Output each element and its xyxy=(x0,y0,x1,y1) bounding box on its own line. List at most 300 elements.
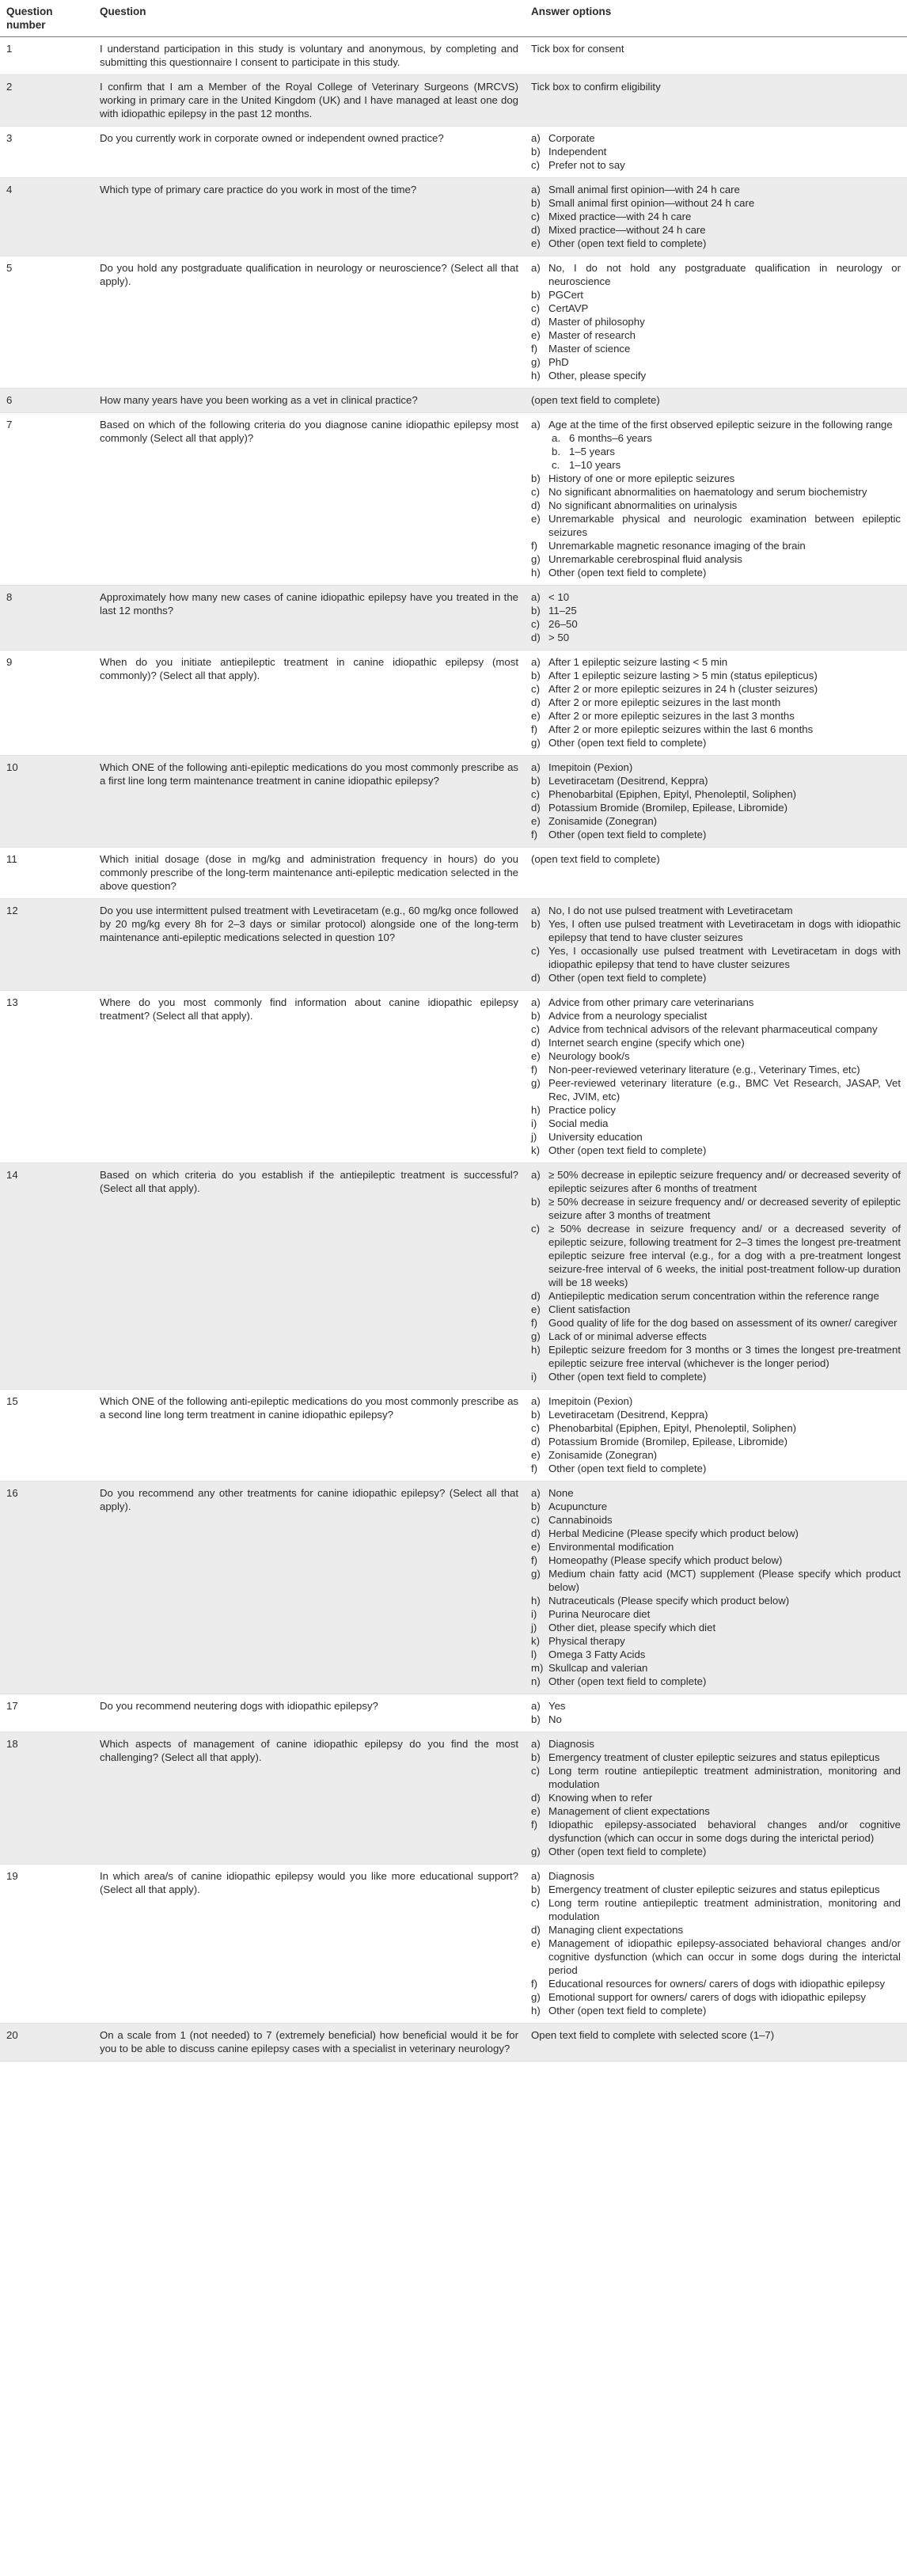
option-label: i) xyxy=(531,1608,537,1620)
answer-option xyxy=(531,1462,901,1475)
answer-options xyxy=(525,1732,907,1865)
option-text: Other, please specify xyxy=(548,370,647,381)
option-text: Omega 3 Fatty Acids xyxy=(548,1648,646,1660)
option-label: g) xyxy=(531,1991,541,2003)
answer-option xyxy=(531,1448,901,1462)
option-label: b) xyxy=(531,775,541,787)
answer-options: (open text field to complete) xyxy=(525,848,907,899)
answer-option xyxy=(531,566,901,579)
table-row xyxy=(0,2024,907,2062)
question-number: 14 xyxy=(0,1163,93,1390)
option-text: After 2 or more epileptic seizures in the last 3 months xyxy=(548,710,795,722)
question-text: Do you hold any postgraduate qualification in neurology or neuroscience? (Select all that apply). xyxy=(93,256,525,389)
option-label: d) xyxy=(531,1792,541,1804)
answer-option xyxy=(531,828,901,841)
option-label: i) xyxy=(531,1117,537,1129)
answer-option xyxy=(531,210,901,223)
table-row xyxy=(0,586,907,651)
option-label: a) xyxy=(531,656,541,668)
question-number: 17 xyxy=(0,1694,93,1732)
answer-option xyxy=(531,1527,901,1540)
option-label: e) xyxy=(531,710,541,722)
answer-option xyxy=(531,196,901,210)
option-label: f) xyxy=(531,1064,538,1076)
option-text: Idiopathic epilepsy-associated behavioral changes and/or cognitive dysfunction (which can occur in some dogs during the interictal period) xyxy=(548,1819,901,1844)
question-text: On a scale from 1 (not needed) to 7 (extremely beneficial) how beneficial would it be for you to be able to discuss canine epilepsy cases with a specialist in veterinary neurology? xyxy=(93,2024,525,2062)
option-label: g) xyxy=(531,1077,541,1089)
answer-option xyxy=(531,1607,901,1621)
option-text: Mixed practice—with 24 h care xyxy=(548,211,692,222)
option-text: Management of idiopathic epilepsy-associated behavioral changes and/or cognitive dysfunction (which can occur in some dogs during the interictal period xyxy=(548,1937,901,1976)
option-text: Emergency treatment of cluster epileptic seizures and status epilepticus xyxy=(548,1751,880,1763)
answer-option xyxy=(531,131,901,145)
option-label: d) xyxy=(531,972,541,984)
answer-option xyxy=(531,682,901,696)
table-row xyxy=(0,37,907,75)
option-label: a) xyxy=(531,761,541,773)
answer-option xyxy=(531,723,901,736)
option-text: Levetiracetam (Desitrend, Keppra) xyxy=(548,775,708,787)
option-label: d) xyxy=(531,1290,541,1302)
option-text: Yes, I often use pulsed treatment with Levetiracetam in dogs with idiopathic epilepsy that tend to have cluster seizures xyxy=(548,918,901,943)
answer-option xyxy=(531,328,901,342)
answer-option xyxy=(531,1289,901,1303)
answer-options xyxy=(525,991,907,1163)
option-text: No significant abnormalities on urinalysis xyxy=(548,499,738,511)
sub-option-label: c. xyxy=(552,459,560,471)
option-text: Practice policy xyxy=(548,1104,617,1116)
option-label: b) xyxy=(531,1713,541,1725)
option-label: f) xyxy=(531,540,538,552)
option-text: Emergency treatment of cluster epileptic seizures and status epilepticus xyxy=(548,1884,880,1895)
option-label: c) xyxy=(531,788,540,800)
answer-options xyxy=(525,178,907,256)
answer-option xyxy=(531,1500,901,1513)
table-row xyxy=(0,75,907,127)
question-text: Which initial dosage (dose in mg/kg and administration frequency in hours) do you commonly prescribe of the long-term maintenance anti-epileptic medication selected in the above question? xyxy=(93,848,525,899)
answer-option xyxy=(531,1675,901,1688)
option-text: Phenobarbital (Epiphen, Epityl, Phenoleptil, Soliphen) xyxy=(548,1422,797,1434)
option-text: Other (open text field to complete) xyxy=(548,1144,707,1156)
table-row xyxy=(0,899,907,991)
answer-option xyxy=(531,604,901,617)
option-text: Unremarkable magnetic resonance imaging of the brain xyxy=(548,540,806,552)
option-label: a) xyxy=(531,419,541,431)
option-text: Epileptic seizure freedom for 3 months or 3 times the longest pre-treatment epileptic seizure free interval (whichever is the longer period) xyxy=(548,1344,901,1369)
answer-option xyxy=(531,1845,901,1858)
answer-options: Tick box for consent xyxy=(525,37,907,75)
answer-option xyxy=(531,1144,901,1157)
option-text: Other (open text field to complete) xyxy=(548,1371,707,1383)
question-text: In which area/s of canine idiopathic epilepsy would you like more educational support? (Select all that apply). xyxy=(93,1865,525,2024)
option-text: Other (open text field to complete) xyxy=(548,1675,707,1687)
option-label: a) xyxy=(531,132,541,144)
answer-option xyxy=(531,1117,901,1130)
answer-option xyxy=(531,1303,901,1316)
answer-option xyxy=(531,1222,901,1289)
answer-option xyxy=(531,1764,901,1791)
answer-options xyxy=(525,127,907,178)
option-text: Other (open text field to complete) xyxy=(548,737,707,749)
option-text: Corporate xyxy=(548,132,595,144)
option-text: After 2 or more epileptic seizures in 24 h (cluster seizures) xyxy=(548,683,818,695)
option-text: Master of research xyxy=(548,329,636,341)
question-text: Which ONE of the following anti-epileptic medications do you most commonly prescribe as a first line long term maintenance treatment in canine idiopathic epilepsy? xyxy=(93,756,525,848)
answer-option xyxy=(531,1621,901,1634)
option-label: a) xyxy=(531,1738,541,1750)
option-label: j) xyxy=(531,1131,537,1143)
answer-options xyxy=(525,256,907,389)
question-number: 16 xyxy=(0,1481,93,1694)
table-row xyxy=(0,1163,907,1390)
option-label: b) xyxy=(531,670,541,681)
answer-options xyxy=(525,1694,907,1732)
option-label: e) xyxy=(531,1050,541,1062)
option-text: University education xyxy=(548,1131,643,1143)
answer-option xyxy=(531,1103,901,1117)
option-text: Internet search engine (specify which one) xyxy=(548,1037,745,1049)
option-text: ≥ 50% decrease in seizure frequency and/ or a decreased severity of epileptic seizure, following treatment for 2–3 times the longest pre-treatment epileptic seizure free interval (e.g., for a dog with a pre-treatment longest seizure-free interval of 6 weeks, the initial post-treatment follow-up duration will be 18 weeks) xyxy=(548,1223,901,1288)
option-text: Knowing when to refer xyxy=(548,1792,653,1804)
question-text: Which aspects of management of canine idiopathic epilepsy do you find the most challenging? (Select all that apply). xyxy=(93,1732,525,1865)
option-text: Physical therapy xyxy=(548,1635,625,1647)
option-text: After 2 or more epileptic seizures within the last 6 months xyxy=(548,723,814,735)
option-label: f) xyxy=(531,1463,538,1474)
option-label: c) xyxy=(531,159,540,171)
option-label: h) xyxy=(531,2005,541,2016)
answer-option xyxy=(531,944,901,971)
answer-option xyxy=(531,996,901,1009)
option-label: e) xyxy=(531,513,541,525)
question-text: I understand participation in this study is voluntary and anonymous, by completing and submitting this questionnaire I consent to participate in this study. xyxy=(93,37,525,75)
option-label: e) xyxy=(531,329,541,341)
answer-option xyxy=(531,1394,901,1408)
table-row xyxy=(0,1390,907,1481)
option-label: c) xyxy=(531,1765,540,1777)
option-text: Unremarkable physical and neurologic examination between epileptic seizures xyxy=(548,513,901,538)
question-number: 18 xyxy=(0,1732,93,1865)
option-label: a) xyxy=(531,1870,541,1882)
answer-option xyxy=(531,1977,901,1990)
table-row xyxy=(0,756,907,848)
answer-option xyxy=(531,1063,901,1076)
answer-option xyxy=(531,1869,901,1883)
option-text: Cannabinoids xyxy=(548,1514,613,1526)
answer-options xyxy=(525,899,907,991)
answer-options xyxy=(525,756,907,848)
option-text: Zonisamide (Zonegran) xyxy=(548,815,658,827)
question-number: 1 xyxy=(0,37,93,75)
answer-option xyxy=(531,1513,901,1527)
option-label: f) xyxy=(531,723,538,735)
option-text: No, I do not hold any postgraduate qualification in neurology or neuroscience xyxy=(548,262,901,287)
option-text: Small animal first opinion—with 24 h care xyxy=(548,184,740,195)
option-label: h) xyxy=(531,1104,541,1116)
question-number: 3 xyxy=(0,127,93,178)
answer-option xyxy=(531,971,901,984)
answer-option xyxy=(531,158,901,172)
option-label: a) xyxy=(531,591,541,603)
option-text: No, I do not use pulsed treatment with Levetiracetam xyxy=(548,905,793,916)
option-text: Long term routine antiepileptic treatment administration, monitoring and modulation xyxy=(548,1765,901,1790)
answer-option xyxy=(531,342,901,355)
option-text: Medium chain fatty acid (MCT) supplement (Please specify which product below) xyxy=(548,1568,901,1593)
answer-options xyxy=(525,1481,907,1694)
option-label: e) xyxy=(531,1937,541,1949)
answer-option xyxy=(531,1751,901,1764)
answer-options: Open text field to complete with selected score (1–7) xyxy=(525,2024,907,2062)
option-label: c) xyxy=(531,1514,540,1526)
option-text: Imepitoin (Pexion) xyxy=(548,761,633,773)
question-number: 5 xyxy=(0,256,93,389)
option-text: Yes xyxy=(548,1700,566,1712)
answer-option xyxy=(531,1791,901,1804)
option-text: Other (open text field to complete) xyxy=(548,237,707,249)
option-label: f) xyxy=(531,1317,538,1329)
option-label: f) xyxy=(531,343,538,355)
answer-option xyxy=(531,1022,901,1036)
answer-option xyxy=(531,1130,901,1144)
option-text: Long term routine antiepileptic treatment administration, monitoring and modulation xyxy=(548,1897,901,1922)
question-text: Approximately how many new cases of canine idiopathic epilepsy have you treated in the last 12 months? xyxy=(93,586,525,651)
option-text: Social media xyxy=(548,1117,609,1129)
answer-option xyxy=(531,1036,901,1049)
option-text: Lack of or minimal adverse effects xyxy=(548,1330,707,1342)
header-answer-options: Answer options xyxy=(525,0,907,37)
question-text: Which type of primary care practice do you work in most of the time? xyxy=(93,178,525,256)
option-text: Other (open text field to complete) xyxy=(548,2005,707,2016)
option-label: b) xyxy=(531,1884,541,1895)
answer-option xyxy=(531,1648,901,1661)
option-label: a) xyxy=(531,262,541,274)
option-label: f) xyxy=(531,1554,538,1566)
answer-option xyxy=(531,1049,901,1063)
option-text: Environmental modification xyxy=(548,1541,674,1553)
answer-options xyxy=(525,1390,907,1481)
answer-option xyxy=(531,917,901,944)
answer-option xyxy=(531,499,901,512)
answer-option xyxy=(531,1883,901,1896)
answer-option xyxy=(531,512,901,539)
option-label: a) xyxy=(531,905,541,916)
answer-option xyxy=(531,1990,901,2004)
answer-sub-option xyxy=(531,445,901,458)
answer-option xyxy=(531,590,901,604)
option-label: b) xyxy=(531,1500,541,1512)
answer-option xyxy=(531,761,901,774)
header-row xyxy=(0,0,907,37)
answer-option xyxy=(531,1567,901,1594)
option-label: c) xyxy=(531,1897,540,1909)
option-text: ≥ 50% decrease in seizure frequency and/ or decreased severity of epileptic seizure after 3 months of treatment xyxy=(548,1196,901,1221)
option-label: c) xyxy=(531,945,540,957)
option-text: Yes, I occasionally use pulsed treatment with Levetiracetam in dogs with idiopathic epilepsy that tend to have cluster seizures xyxy=(548,945,901,970)
answer-option xyxy=(531,1076,901,1103)
option-text: None xyxy=(548,1487,574,1499)
option-label: d) xyxy=(531,802,541,814)
option-label: c) xyxy=(531,1023,540,1035)
option-text: Other (open text field to complete) xyxy=(548,567,707,579)
answer-option xyxy=(531,369,901,382)
option-label: e) xyxy=(531,1303,541,1315)
option-text: PhD xyxy=(548,356,569,368)
answer-option xyxy=(531,1896,901,1923)
question-number: 9 xyxy=(0,651,93,756)
option-text: Managing client expectations xyxy=(548,1924,684,1936)
answer-option xyxy=(531,223,901,237)
option-label: e) xyxy=(531,815,541,827)
answer-option xyxy=(531,655,901,669)
option-label: a) xyxy=(531,1169,541,1181)
option-label: e) xyxy=(531,1449,541,1461)
answer-option xyxy=(531,2004,901,2017)
option-label: m) xyxy=(531,1662,544,1674)
option-label: a) xyxy=(531,1700,541,1712)
option-text: Non-peer-reviewed veterinary literature (e.g., Veterinary Times, etc) xyxy=(548,1064,860,1076)
option-text: Herbal Medicine (Please specify which product below) xyxy=(548,1527,799,1539)
answer-options xyxy=(525,1865,907,2024)
option-text: Acupuncture xyxy=(548,1500,608,1512)
option-label: f) xyxy=(531,1978,538,1990)
table-row xyxy=(0,848,907,899)
option-label: b) xyxy=(531,605,541,616)
question-text: Which ONE of the following anti-epileptic medications do you most commonly prescribe as a second line long term treatment in canine idiopathic epilepsy? xyxy=(93,1390,525,1481)
option-label: c) xyxy=(531,683,540,695)
option-text: Good quality of life for the dog based on assessment of its owner/ caregiver xyxy=(548,1317,898,1329)
option-label: g) xyxy=(531,1568,541,1580)
option-text: Purina Neurocare diet xyxy=(548,1608,651,1620)
option-label: c) xyxy=(531,211,540,222)
answer-option xyxy=(531,1554,901,1567)
answer-option xyxy=(531,1594,901,1607)
option-text: Imepitoin (Pexion) xyxy=(548,1395,633,1407)
answer-option xyxy=(531,1408,901,1421)
option-text: Zonisamide (Zonegran) xyxy=(548,1449,658,1461)
answer-option xyxy=(531,288,901,302)
answer-option xyxy=(531,183,901,196)
table-row xyxy=(0,1865,907,2024)
option-label: f) xyxy=(531,1819,538,1831)
answer-option xyxy=(531,1699,901,1713)
option-label: d) xyxy=(531,1527,541,1539)
answer-option xyxy=(531,485,901,499)
header-question-number: Question number xyxy=(0,0,93,37)
option-label: c) xyxy=(531,486,540,498)
answer-option xyxy=(531,617,901,631)
option-label: h) xyxy=(531,370,541,381)
option-text: Emotional support for owners/ carers of dogs with idiopathic epilepsy xyxy=(548,1991,866,2003)
option-label: d) xyxy=(531,1436,541,1447)
table-row xyxy=(0,178,907,256)
answer-options xyxy=(525,651,907,756)
answer-option xyxy=(531,1486,901,1500)
answer-option xyxy=(531,1540,901,1554)
option-text: Diagnosis xyxy=(548,1738,594,1750)
option-label: d) xyxy=(531,1924,541,1936)
option-label: d) xyxy=(531,224,541,236)
question-text: Do you recommend neutering dogs with idiopathic epilepsy? xyxy=(93,1694,525,1732)
option-text: CertAVP xyxy=(548,302,589,314)
answer-option xyxy=(531,1421,901,1435)
option-label: d) xyxy=(531,696,541,708)
option-text: Potassium Bromide (Bromilep, Epilease, Libromide) xyxy=(548,1436,787,1447)
option-label: e) xyxy=(531,237,541,249)
answer-option xyxy=(531,1818,901,1845)
answer-option xyxy=(531,787,901,801)
option-text: After 1 epileptic seizure lasting > 5 min (status epilepticus) xyxy=(548,670,818,681)
option-text: Skullcap and valerian xyxy=(548,1662,648,1674)
option-label: k) xyxy=(531,1635,540,1647)
option-text: Diagnosis xyxy=(548,1870,594,1882)
option-text: Phenobarbital (Epiphen, Epityl, Phenoleptil, Soliphen) xyxy=(548,788,797,800)
option-text: Master of science xyxy=(548,343,631,355)
answer-option xyxy=(531,1923,901,1937)
answer-option xyxy=(531,1343,901,1370)
answer-option xyxy=(531,631,901,644)
option-text: Master of philosophy xyxy=(548,316,645,328)
question-text: Based on which criteria do you establish if the antiepileptic treatment is successful? (Select all that apply). xyxy=(93,1163,525,1390)
answer-option xyxy=(531,801,901,814)
question-text: Do you recommend any other treatments for canine idiopathic epilepsy? (Select all that apply). xyxy=(93,1481,525,1694)
answer-options xyxy=(525,586,907,651)
option-label: b) xyxy=(531,472,541,484)
answer-option xyxy=(531,1370,901,1383)
option-text: History of one or more epileptic seizures xyxy=(548,472,735,484)
option-label: e) xyxy=(531,1541,541,1553)
table-row xyxy=(0,256,907,389)
question-number: 8 xyxy=(0,586,93,651)
question-text: When do you initiate antiepileptic treatment in canine idiopathic epilepsy (most commonly)? (Select all that apply). xyxy=(93,651,525,756)
option-text: After 1 epileptic seizure lasting < 5 min xyxy=(548,656,728,668)
question-number: 20 xyxy=(0,2024,93,2062)
option-text: < 10 xyxy=(548,591,570,603)
sub-option-label: b. xyxy=(552,446,560,457)
option-label: d) xyxy=(531,316,541,328)
option-label: h) xyxy=(531,1595,541,1607)
answer-options: (open text field to complete) xyxy=(525,389,907,413)
option-label: k) xyxy=(531,1144,540,1156)
option-label: c) xyxy=(531,618,540,630)
option-label: b) xyxy=(531,197,541,209)
answer-option xyxy=(531,1661,901,1675)
table-row xyxy=(0,1732,907,1865)
answer-option xyxy=(531,709,901,723)
option-text: ≥ 50% decrease in epileptic seizure frequency and/ or decreased severity of epileptic seizures after 6 months of treatment xyxy=(548,1169,901,1194)
option-text: > 50 xyxy=(548,632,570,643)
option-label: d) xyxy=(531,1037,541,1049)
option-text: 26–50 xyxy=(548,618,578,630)
answer-option xyxy=(531,418,901,431)
answer-option xyxy=(531,1804,901,1818)
answer-option xyxy=(531,145,901,158)
answer-option xyxy=(531,1168,901,1195)
answer-options xyxy=(525,1163,907,1390)
option-text: 11–25 xyxy=(548,605,577,616)
option-label: g) xyxy=(531,1846,541,1857)
answer-option xyxy=(531,736,901,749)
option-label: j) xyxy=(531,1622,537,1633)
option-text: Client satisfaction xyxy=(548,1303,631,1315)
answer-option xyxy=(531,774,901,787)
option-text: Other (open text field to complete) xyxy=(548,972,707,984)
question-text: Based on which of the following criteria do you diagnose canine idiopathic epilepsy most commonly (Select all that apply)? xyxy=(93,413,525,586)
question-text: I confirm that I am a Member of the Royal College of Veterinary Surgeons (MRCVS) working in primary care in the United Kingdom (UK) and I have managed at least one dog with idiopathic epilepsy in the past 12 months. xyxy=(93,75,525,127)
option-label: a) xyxy=(531,1395,541,1407)
option-label: n) xyxy=(531,1675,541,1687)
option-text: Age at the time of the first observed epileptic seizure in the following range xyxy=(548,419,893,431)
option-label: h) xyxy=(531,567,541,579)
option-label: g) xyxy=(531,356,541,368)
